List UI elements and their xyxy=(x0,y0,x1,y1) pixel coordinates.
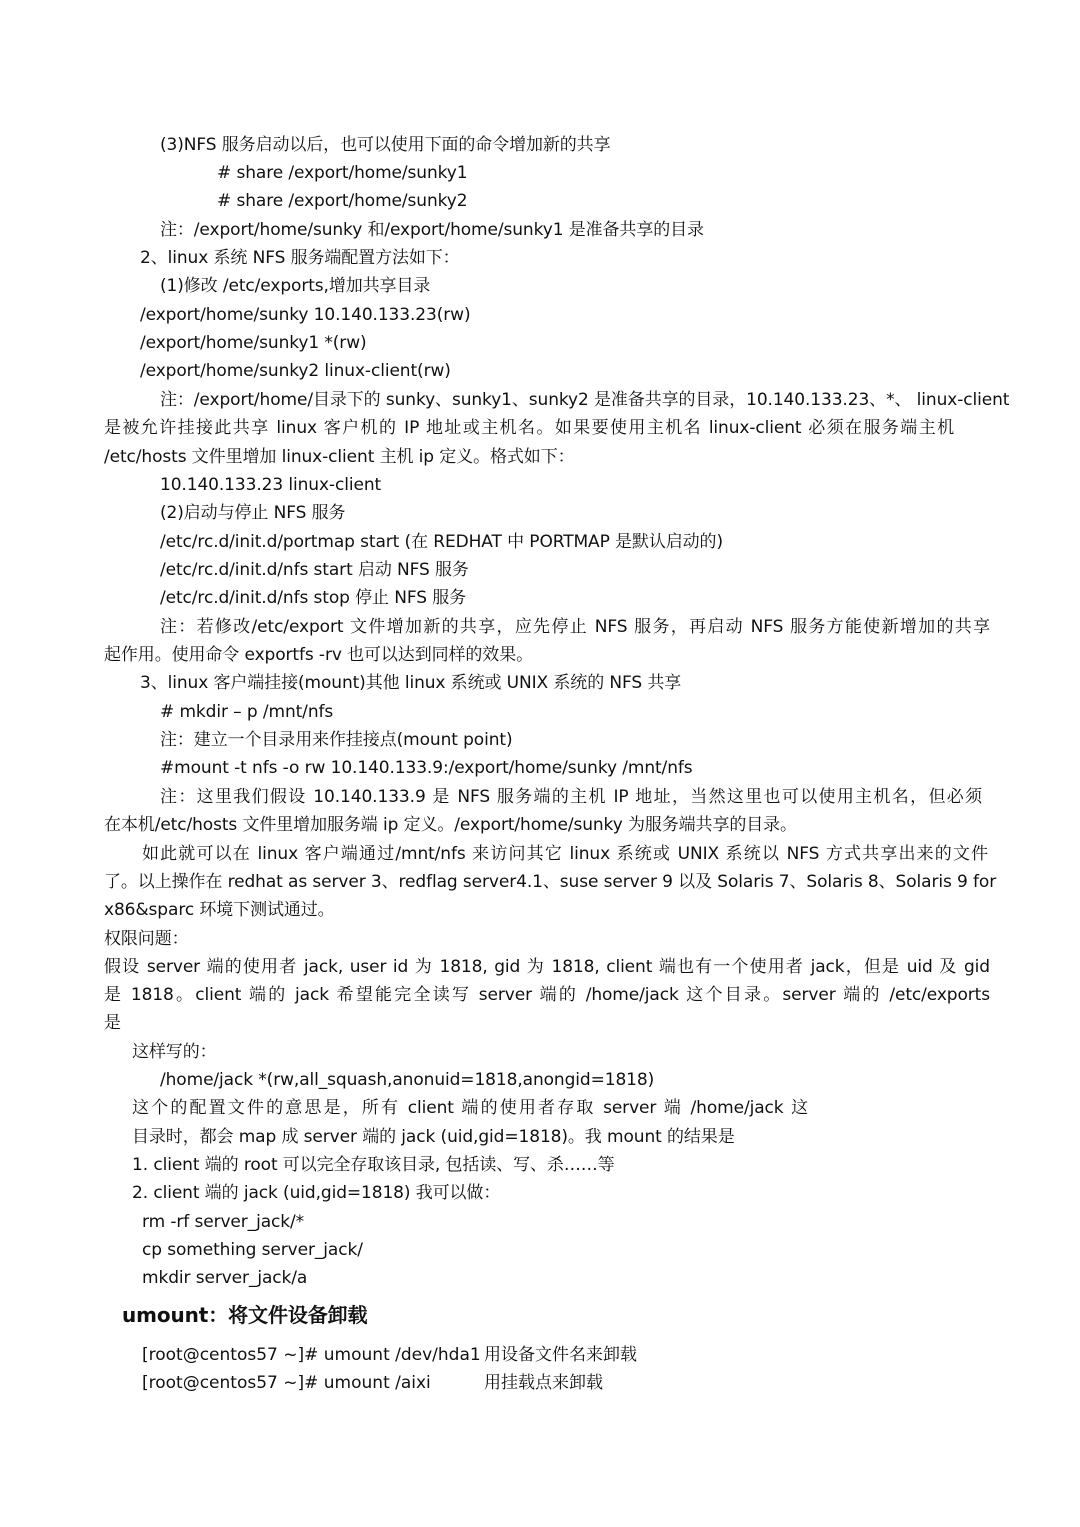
text-line: (1)修改 /etc/exports,增加共享目录 xyxy=(160,276,431,296)
note-line: /etc/hosts 文件里增加 linux-client 主机 ip 定义。格式如下： xyxy=(104,447,575,467)
text-line: 这样写的： xyxy=(132,1042,217,1062)
command-description: 用设备文件名来卸载 xyxy=(484,1345,637,1365)
code-line: #mount -t nfs -o rw 10.140.133.9:/export/home/sunky /mnt/nfs xyxy=(160,758,693,778)
command-line: [root@centos57 ~]# umount /aixi xyxy=(142,1373,431,1393)
text-line: 目录时，都会 map 成 server 端的 jack (uid,gid=1818)。我 mount 的结果是 xyxy=(132,1127,735,1147)
code-line: /export/home/sunky1 *(rw) xyxy=(140,333,367,353)
code-line: /home/jack *(rw,all_squash,anonuid=1818,anongid=1818) xyxy=(160,1070,655,1090)
section-line: 3、linux 客户端挂接(mount)其他 linux 系统或 UNIX 系统的 NFS 共享 xyxy=(140,673,682,693)
text-line: 是 1818。client 端的 jack 希望能完全读写 server 端的 /home/jack 这个目录。server 端的 /etc/exports xyxy=(104,985,990,1005)
command-line: [root@centos57 ~]# umount /dev/hda1 xyxy=(142,1345,481,1365)
section-line: 2、linux 系统 NFS 服务端配置方法如下： xyxy=(140,248,460,268)
section-heading: umount：将文件设备卸载 xyxy=(122,1303,368,1327)
note-line: 注：/export/home/sunky 和/export/home/sunky1 是准备共享的目录 xyxy=(160,220,704,240)
code-line: cp something server_jack/ xyxy=(142,1240,363,1260)
code-line: mkdir server_jack/a xyxy=(142,1268,308,1288)
text-line: 假设 server 端的使用者 jack, user id 为 1818, gid 为 1818, client 端也有一个使用者 jack，但是 uid 及 gid xyxy=(104,957,990,977)
text-line: (3)NFS 服务启动以后，也可以使用下面的命令增加新的共享 xyxy=(160,135,611,155)
command-description: 用挂载点来卸载 xyxy=(484,1373,603,1393)
note-line: 起作用。使用命令 exportfs -rv 也可以达到同样的效果。 xyxy=(104,645,534,665)
note-line: 在本机/etc/hosts 文件里增加服务端 ip 定义。/export/home/sunky 为服务端共享的目录。 xyxy=(104,815,797,835)
code-line: # share /export/home/sunky1 xyxy=(217,163,468,183)
code-line: 10.140.133.23 linux-client xyxy=(160,475,382,495)
code-line: /etc/rc.d/init.d/nfs stop 停止 NFS 服务 xyxy=(160,588,467,608)
note-line: 注：这里我们假设 10.140.133.9 是 NFS 服务端的主机 IP 地址，当然这里也可以使用主机名，但必须 xyxy=(160,787,982,807)
text-line: 如此就可以在 linux 客户端通过/mnt/nfs 来访问其它 linux 系统或 UNIX 系统以 NFS 方式共享出来的文件 xyxy=(142,844,988,864)
note-line: 注：/export/home/目录下的 sunky、sunky1、sunky2 是准备共享的目录，10.140.133.23、*、 linux-client xyxy=(160,390,1010,410)
code-line: /etc/rc.d/init.d/nfs start 启动 NFS 服务 xyxy=(160,560,469,580)
list-item: 1. client 端的 root 可以完全存取该目录, 包括读、写、杀……等 xyxy=(132,1155,615,1175)
code-line: /etc/rc.d/init.d/portmap start (在 REDHAT 中 PORTMAP 是默认启动的) xyxy=(160,532,723,552)
text-line: (2)启动与停止 NFS 服务 xyxy=(160,503,346,523)
text-line: 是 xyxy=(104,1013,121,1033)
text-line: 了。以上操作在 redhat as server 3、redflag server4.1、suse server 9 以及 Solaris 7、Solaris 8、Solaris 9 for xyxy=(104,872,997,892)
code-line: # share /export/home/sunky2 xyxy=(217,191,468,211)
note-line: 是被允许挂接此共享 linux 客户机的 IP 地址或主机名。如果要使用主机名 linux-client 必须在服务端主机 xyxy=(104,418,954,438)
code-line: /export/home/sunky2 linux-client(rw) xyxy=(140,361,451,381)
list-item: 2. client 端的 jack (uid,gid=1818) 我可以做： xyxy=(132,1183,501,1203)
code-line: rm -rf server_jack/* xyxy=(142,1212,305,1232)
text-line: 权限问题： xyxy=(104,929,189,949)
code-line: # mkdir – p /mnt/nfs xyxy=(160,702,334,722)
code-line: /export/home/sunky 10.140.133.23(rw) xyxy=(140,305,471,325)
note-line: 注：建立一个目录用来作挂接点(mount point) xyxy=(160,730,513,750)
text-line: 这个的配置文件的意思是，所有 client 端的使用者存取 server 端 /home/jack 这 xyxy=(132,1098,808,1118)
text-line: x86&sparc 环境下测试通过。 xyxy=(104,900,335,920)
note-line: 注：若修改/etc/export 文件增加新的共享，应先停止 NFS 服务，再启动 NFS 服务方能使新增加的共享 xyxy=(160,617,990,637)
